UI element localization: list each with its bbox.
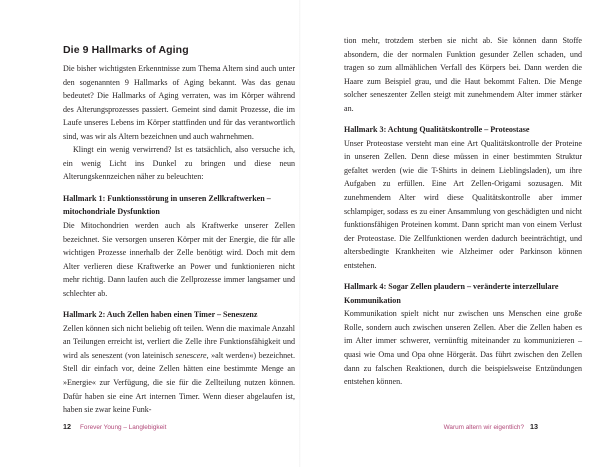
right-text-column [344, 34, 582, 389]
hallmark-2-text [63, 322, 295, 417]
hallmark-2-heading: Hallmark 2: Auch Zellen haben einen Timer – Seneszenz [63, 310, 258, 320]
continued-text: tion mehr, trotzdem sterben sie nicht ab. Sie können dann Stoffe absondern, die der normalen Funktion gesunder Zellen schaden, und tragen so zum allmählichen Verfall des Körpers bei. Dann werden die Haare zum Beispiel grau, und die Haut bekommt Falten. Die Menge solcher seneszenter Zellen steigt mit zunehmendem Alter immer stärker an. [344, 36, 582, 113]
hallmark-1-text: Die Mitochondrien werden auch als Kraftwerke unserer Zellen bezeichnet. Sie versorgen unseren Körper mit der Energie, die für alle wichtigen Prozesse innerhalb der Zelle benötigt wird. Doch mit dem Alter verlieren diese Kraftwerke an Power und funktionieren nicht mehr richtig. Dann laufen auch die Zellprozesse immer langsamer und schlechter ab. [63, 221, 295, 298]
hallmark-4-heading: Hallmark 4: Sogar Zellen plaudern – veränderte interzellulare Kommunikation [344, 282, 559, 305]
hallmark-3-heading: Hallmark 3: Achtung Qualitätskontrolle – Proteostase [344, 125, 530, 135]
running-title-right: Warum altern wir eigentlich? [443, 424, 524, 431]
hallmark-3-text: Unser Proteostase versteht man eine Art Qualitätskontrolle der Proteine in unseren Zellen. Denn diese müssen in einer bestimmten Struktur gefaltet werden (wie die T-Shirts in deinem Lieblingsladen), um ihre Aufgaben zu erfüllen. Eine Art Zellen-Origami sozusagen. Mit zunehmendem Alter wird diese Qualitätskontrolle aber immer schlampiger, sodass es zu einer Ansammlung von geschädigten und nicht funktionsfähigen Proteinen kommt. Dann spricht man von einem Verlust der Proteostase. Die Zellfunktionen werden dadurch beeinträchtigt, und altersbedingte Krankheiten wie Alzheimer oder Parkinson können entstehen. [344, 138, 582, 270]
running-title-left: Forever Young – Langlebigkeit [80, 424, 167, 431]
hallmark-2-text-part-a: Zellen können sich nicht beliebig oft teilen. Wenn die maximale Anzahl an Teilungen erreicht ist, verliert die Zelle ihre Funktionsfähigkeit und wird als seneszent (von lateinisch [63, 323, 295, 360]
left-footer [63, 422, 166, 433]
hallmark-2-text-part-b: , »alt werden«) bezeichnet. Stell dir einfach vor, deine Zellen hätten eine bestimmte Menge an »Energie« zur Verfügung, die sie für die Zellteilung nutzen können. Dafür haben sie eine Art internen Timer. Wenn dieser abgelaufen ist, haben sie zwar keine Funk- [63, 350, 295, 415]
page-number-left: 12 [63, 422, 71, 431]
intro-paragraph-2: Klingt ein wenig verwirrend? Ist es tatsächlich, also versuche ich, ein wenig Licht ins Dunkel zu bringen und diese neun Alterungskennzeichen näher zu beleuchten: [63, 145, 295, 182]
left-text-column [63, 34, 295, 417]
hallmark-1-heading: Hallmark 1: Funktionsstörung in unseren Zellkraftwerken – mitochondriale Dysfunktion [63, 193, 271, 217]
right-footer [444, 422, 538, 433]
right-page [300, 0, 600, 467]
chapter-title: Die 9 Hallmarks of Aging [63, 44, 189, 56]
hallmark-4-text: Kommunikation spielt nicht nur zwischen uns Menschen eine große Rolle, sondern auch zwischen unseren Zellen. Aber die Zellen haben es im Alter immer schwerer, vernünftig miteinander zu kommunizieren – quasi wie Oma und Opa ohne Hörgerät. Das führt zwischen den Zellen dann zu falschen Reaktionen, durch die beispielsweise Entzündungen entstehen können. [344, 309, 582, 387]
intro-paragraph: Die bisher wichtigsten Erkenntnisse zum Thema Altern sind auch unter den sogenannten 9 Hallmarks of Aging bekannt. Was das genau bedeutet? Die Hallmarks of Aging verraten, was im Körper während des Alterungsprozesses passiert. Gemeint sind damit Prozesse, die im Laufe unseres Lebens im Körper stattfinden und für das verantwortlich sind, was wir als Altern bezeichnen und auch wahrnehmen. [63, 64, 295, 141]
page-number-right: 13 [530, 422, 538, 431]
latin-term: senescere [175, 350, 207, 360]
